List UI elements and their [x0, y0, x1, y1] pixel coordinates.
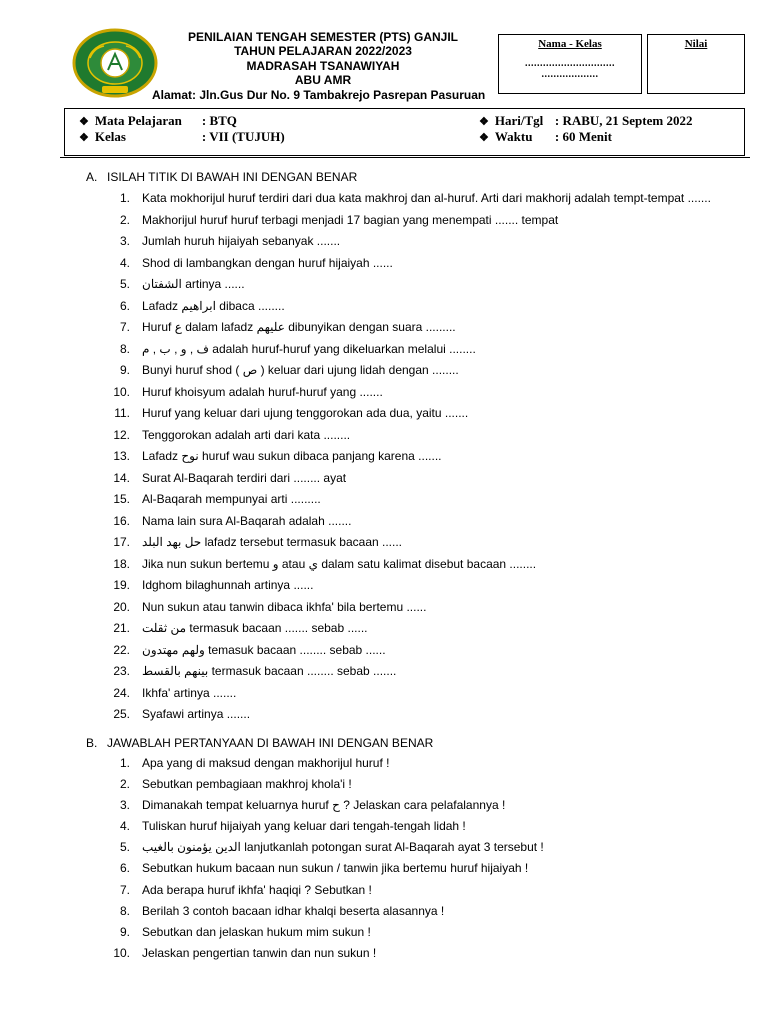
- question-number: 2.: [119, 212, 130, 227]
- question-item: [96, 943, 756, 964]
- question-text: ف , و , ب , م adalah huruf-huruf yang dikeluarkan melalui ........: [142, 341, 476, 356]
- score-title: Nilai: [684, 38, 708, 50]
- section-a-letter: A.: [86, 170, 98, 184]
- question-number: 21.: [113, 621, 130, 635]
- subject-value: : BTQ: [201, 113, 237, 128]
- date-label: Hari/Tgl: [494, 113, 544, 128]
- question-item: [96, 774, 756, 795]
- question-item: [96, 753, 756, 774]
- question-item: [96, 403, 756, 425]
- question-item: [96, 858, 756, 879]
- subject-label: Mata Pelajaran: [94, 113, 182, 128]
- bullet-icon: ❖: [79, 116, 89, 128]
- question-text: Ada berapa huruf ikhfa' haqiqi ? Sebutkan !: [142, 882, 372, 897]
- header-line-3: MADRASAH TSANAWIYAH: [246, 58, 400, 73]
- question-number: 5.: [119, 840, 130, 855]
- name-class-box[interactable]: [498, 34, 642, 94]
- question-text: بينهم بالقسط termasuk bacaan ........ sebab .......: [142, 664, 397, 678]
- question-number: 3.: [119, 234, 130, 248]
- question-number: 7.: [119, 320, 130, 334]
- question-number: 6.: [119, 861, 130, 876]
- class-row: [79, 129, 285, 145]
- question-text: Apa yang di maksud dengan makhorijul huruf !: [142, 756, 390, 770]
- question-item: [96, 816, 756, 837]
- question-text: Surat Al-Baqarah terdiri dari ........ ayat: [142, 470, 347, 485]
- question-number: 6.: [119, 298, 130, 313]
- header-address: Alamat: Jln.Gus Dur No. 9 Tambakrejo Pasrepan Pasuruan: [152, 87, 486, 102]
- section-a-title: [86, 170, 357, 184]
- question-text: Lafadz ابراهيم dibaca ........: [142, 298, 285, 313]
- bullet-icon: ❖: [479, 132, 489, 144]
- question-item: [96, 253, 756, 275]
- exam-header: [148, 30, 498, 102]
- question-item: [96, 296, 756, 318]
- question-item: [96, 446, 756, 468]
- question-text: Nun sukun atau tanwin dibaca ikhfa' bila bertemu ......: [142, 599, 427, 614]
- question-number: 10.: [113, 945, 130, 960]
- question-item: [96, 274, 756, 296]
- question-item: [96, 489, 756, 511]
- question-text: Jika nun sukun bertemu و atau ي dalam satu kalimat disebut bacaan ........: [142, 556, 537, 571]
- question-number: 11.: [114, 406, 130, 420]
- section-b-list: [96, 753, 756, 964]
- question-item: [96, 188, 756, 210]
- question-text: الشفتان artinya ......: [142, 277, 245, 291]
- question-text: Ikhfa' artinya .......: [142, 685, 237, 700]
- divider-line: [60, 157, 750, 158]
- time-row: [479, 129, 612, 145]
- question-number: 16.: [113, 513, 130, 528]
- question-text: Sebutkan pembagiaan makhroj khola'i !: [142, 777, 352, 792]
- header-line-4: ABU AMR: [294, 73, 352, 88]
- question-item: [96, 532, 756, 554]
- question-item: [96, 683, 756, 705]
- question-number: 23.: [113, 664, 130, 678]
- question-text: Nama lain sura Al-Baqarah adalah .......: [142, 513, 352, 528]
- question-item: [96, 618, 756, 640]
- question-text: Tuliskan huruf hijaiyah yang keluar dari tengah-tengah lidah !: [142, 819, 466, 834]
- question-text: Berilah 3 contoh bacaan idhar khalqi beserta alasannya !: [142, 903, 445, 918]
- question-text: Sebutkan dan jelaskan hukum mim sukun !: [142, 924, 371, 939]
- question-text: الدين يؤمنون بالغيب lanjutkanlah potongan surat Al-Baqarah ayat 3 tersebut !: [142, 840, 544, 855]
- question-text: من ثقلت termasuk bacaan ....... sebab ......: [142, 621, 368, 635]
- question-item: [96, 339, 756, 361]
- question-item: [96, 575, 756, 597]
- section-b-heading: JAWABLAH PERTANYAAN DI BAWAH INI DENGAN BENAR: [107, 736, 434, 750]
- question-text: ولهم مهتدون temasuk bacaan ........ sebab ......: [142, 642, 386, 657]
- question-text: Shod di lambangkan dengan huruf hijaiyah ......: [142, 255, 393, 270]
- name-class-title: Nama - Kelas: [538, 38, 602, 50]
- question-item: [96, 554, 756, 576]
- question-number: 8.: [119, 341, 130, 356]
- question-number: 3.: [119, 798, 130, 813]
- question-text: Huruf ع dalam lafadz عليهم dibunyikan dengan suara .........: [142, 320, 456, 334]
- date-value: : RABU, 21 Septem 2022: [554, 113, 693, 128]
- question-number: 15.: [113, 492, 130, 506]
- question-item: [96, 661, 756, 683]
- section-b-title: [86, 736, 433, 750]
- question-text: Huruf khoisyum adalah huruf-huruf yang .......: [142, 384, 383, 399]
- question-number: 1.: [119, 191, 130, 205]
- question-number: 1.: [119, 756, 130, 770]
- header-line-2: TAHUN PELAJARAN 2022/2023: [234, 44, 412, 59]
- class-value: : VII (TUJUH): [201, 129, 285, 144]
- name-class-dots-2: ...................: [541, 69, 599, 80]
- question-text: Syafawi artinya .......: [142, 707, 251, 721]
- question-number: 25.: [113, 707, 130, 721]
- question-number: 20.: [113, 599, 130, 614]
- question-number: 9.: [119, 363, 130, 377]
- question-text: حل بهد البلد lafadz tersebut termasuk bacaan ......: [142, 535, 403, 549]
- question-item: [96, 597, 756, 619]
- question-number: 5.: [119, 277, 130, 291]
- question-number: 2.: [119, 777, 130, 792]
- school-logo: [72, 28, 158, 98]
- question-item: [96, 210, 756, 232]
- question-number: 24.: [113, 685, 130, 700]
- question-number: 10.: [113, 384, 130, 399]
- question-number: 22.: [113, 642, 130, 657]
- section-b-letter: B.: [86, 736, 98, 750]
- question-item: [96, 901, 756, 922]
- question-number: 18.: [113, 556, 130, 571]
- section-a-list: [96, 188, 756, 726]
- bullet-icon: ❖: [479, 116, 489, 128]
- question-number: 4.: [119, 255, 130, 270]
- question-text: Dimanakah tempat keluarnya huruf ح ? Jelaskan cara pelafalannya !: [142, 798, 506, 813]
- question-number: 8.: [119, 903, 130, 918]
- question-item: [96, 511, 756, 533]
- question-item: [96, 880, 756, 901]
- question-text: Huruf yang keluar dari ujung tenggorokan ada dua, yaitu .......: [142, 406, 469, 420]
- question-item: [96, 382, 756, 404]
- question-text: Sebutkan hukum bacaan nun sukun / tanwin jika bertemu huruf hijaiyah !: [142, 861, 529, 876]
- time-label: Waktu: [494, 129, 533, 144]
- question-text: Idghom bilaghunnah artinya ......: [142, 578, 314, 592]
- question-item: [96, 922, 756, 943]
- question-number: 17.: [113, 535, 130, 549]
- question-text: Bunyi huruf shod ( ص ) keluar dari ujung lidah dengan ........: [142, 363, 459, 377]
- score-box[interactable]: [647, 34, 745, 94]
- question-item: [96, 704, 756, 726]
- name-class-dots-1: ..............................: [525, 58, 615, 69]
- question-item: [96, 837, 756, 858]
- question-text: Jelaskan pengertian tanwin dan nun sukun !: [142, 945, 377, 960]
- question-number: 13.: [113, 449, 130, 463]
- question-text: Al-Baqarah mempunyai arti .........: [142, 492, 321, 506]
- question-text: Lafadz نوح huruf wau sukun dibaca panjang karena .......: [142, 449, 442, 463]
- question-number: 7.: [119, 882, 130, 897]
- question-item: [96, 468, 756, 490]
- question-text: Jumlah huruh hijaiyah sebanyak .......: [142, 234, 341, 248]
- question-number: 12.: [113, 427, 130, 442]
- question-number: 9.: [119, 924, 130, 939]
- question-text: Tenggorokan adalah arti dari kata ........: [142, 427, 351, 442]
- header-line-1: PENILAIAN TENGAH SEMESTER (PTS) GANJIL: [187, 30, 459, 44]
- subject-row: [79, 113, 237, 129]
- question-item: [96, 231, 756, 253]
- question-number: 4.: [119, 819, 130, 834]
- class-label: Kelas: [94, 129, 126, 144]
- time-value: : 60 Menit: [554, 129, 612, 144]
- question-text: Makhorijul huruf huruf terbagi menjadi 17 bagian yang menempati ....... tempat: [142, 212, 559, 227]
- question-text: Kata mokhorijul huruf terdiri dari dua kata makhroj dan al-huruf. Arti dari makhorij adalah tempt-tempat .......: [142, 191, 711, 205]
- question-item: [96, 795, 756, 816]
- question-item: [96, 640, 756, 662]
- question-item: [96, 360, 756, 382]
- question-item: [96, 317, 756, 339]
- question-number: 14.: [113, 470, 130, 485]
- section-a-heading: ISILAH TITIK DI BAWAH INI DENGAN BENAR: [107, 170, 358, 184]
- question-item: [96, 425, 756, 447]
- date-row: [479, 113, 692, 129]
- exam-info-box: [64, 108, 745, 156]
- bullet-icon: ❖: [79, 132, 89, 144]
- question-number: 19.: [113, 578, 130, 592]
